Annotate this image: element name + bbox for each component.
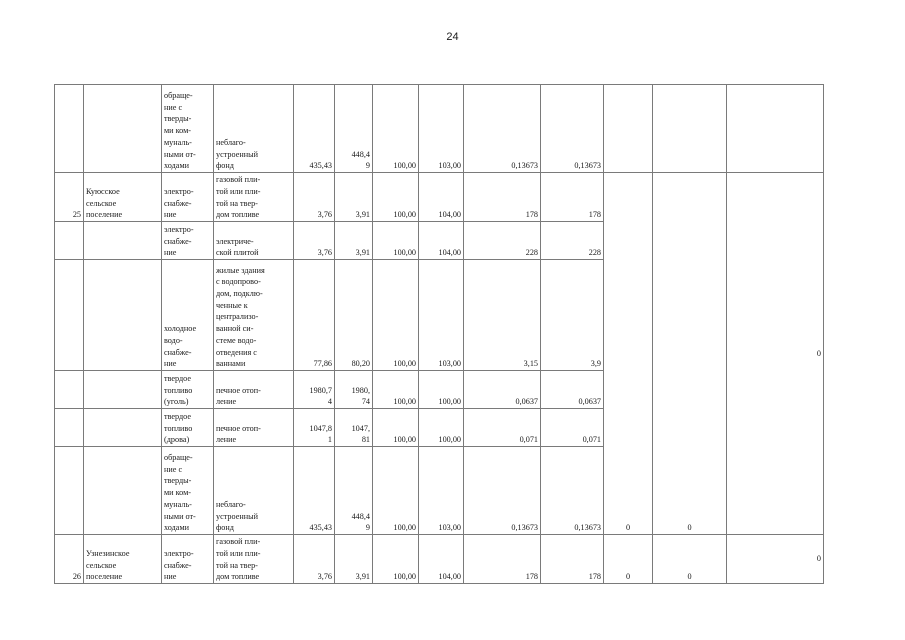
- cell-category: печное отоп- ление: [214, 409, 294, 447]
- cell-category: жилые здания с водопрово- дом, подклю- ченные к централизо- ванной си- стеме водо- отведения с ваннами: [214, 260, 294, 371]
- cell-value: 1047,8 1: [294, 409, 335, 447]
- cell-value: 1980,7 4: [294, 371, 335, 409]
- cell-service: электро- снабже- ние: [162, 535, 214, 584]
- cell-value: 0,0637: [541, 371, 604, 409]
- cell-category: газовой пли- той или пли- той на твер- дом топливе: [214, 535, 294, 584]
- cell-value: 0,13673: [541, 447, 604, 535]
- cell-value: 100,00: [419, 409, 464, 447]
- cell-value: 100,00: [373, 85, 419, 173]
- cell-value: 228: [464, 222, 541, 260]
- cell-service: обраще- ние с тверды- ми ком- муналь- ными от- ходами: [162, 447, 214, 535]
- cell-value: 178: [464, 535, 541, 584]
- cell-row-number: [55, 260, 84, 371]
- cell-group-value: 0: [727, 173, 824, 535]
- cell-settlement: Узнезинское сельское поселение: [84, 535, 162, 584]
- cell-category: неблаго- устроенный фонд: [214, 85, 294, 173]
- cell-value: 3,76: [294, 222, 335, 260]
- cell-settlement: [84, 85, 162, 173]
- cell-value: 3,9: [541, 260, 604, 371]
- cell-value: 178: [541, 535, 604, 584]
- cell-value: 100,00: [373, 222, 419, 260]
- cell-row-number: [55, 371, 84, 409]
- cell-value: 77,86: [294, 260, 335, 371]
- cell-value: 3,91: [335, 535, 373, 584]
- cell-service: электро- снабже- ние: [162, 173, 214, 222]
- cell-service: твердое топливо (уголь): [162, 371, 214, 409]
- table-row: [55, 85, 824, 173]
- cell-settlement: [84, 447, 162, 535]
- cell-group-value: 0: [604, 173, 653, 535]
- cell-service: обраще- ние с тверды- ми ком- муналь- ными от- ходами: [162, 85, 214, 173]
- cell-value: 100,00: [373, 535, 419, 584]
- cell-value: 1980, 74: [335, 371, 373, 409]
- cell-value: 103,00: [419, 85, 464, 173]
- cell-value: 3,76: [294, 173, 335, 222]
- cell-value: 100,00: [419, 371, 464, 409]
- cell-value: 103,00: [419, 447, 464, 535]
- cell-value: 104,00: [419, 173, 464, 222]
- cell-category: электриче- ской плитой: [214, 222, 294, 260]
- cell-group-value: 0: [653, 535, 727, 584]
- cell-value: 0,13673: [541, 85, 604, 173]
- cell-value: 228: [541, 222, 604, 260]
- page-number: 24: [446, 31, 459, 43]
- cell-value: 104,00: [419, 535, 464, 584]
- cell-category: печное отоп- ление: [214, 371, 294, 409]
- cell-value: 0,071: [464, 409, 541, 447]
- table-row: [55, 173, 824, 222]
- cell-settlement: [84, 371, 162, 409]
- cell-group-value: 0: [604, 535, 653, 584]
- cell-empty: [604, 85, 653, 173]
- cell-settlement: [84, 222, 162, 260]
- cell-value: 435,43: [294, 447, 335, 535]
- cell-service: холодное водо- снабже- ние: [162, 260, 214, 371]
- cell-service: электро- снабже- ние: [162, 222, 214, 260]
- cell-value: 448,4 9: [335, 85, 373, 173]
- cell-value: 0,13673: [464, 447, 541, 535]
- cell-value: 104,00: [419, 222, 464, 260]
- tariff-table: [54, 84, 824, 584]
- cell-value: 448,4 9: [335, 447, 373, 535]
- cell-value: 3,76: [294, 535, 335, 584]
- cell-group-value: 0: [727, 535, 824, 584]
- cell-value: 100,00: [373, 447, 419, 535]
- cell-empty: [653, 85, 727, 173]
- cell-value: 100,00: [373, 260, 419, 371]
- table-row: [55, 535, 824, 584]
- cell-value: 178: [541, 173, 604, 222]
- cell-value: 100,00: [373, 409, 419, 447]
- cell-row-number: 26: [55, 535, 84, 584]
- cell-service: твердое топливо (дрова): [162, 409, 214, 447]
- cell-row-number: 25: [55, 173, 84, 222]
- cell-group-value: 0: [653, 173, 727, 535]
- cell-settlement: Куюсское сельское поселение: [84, 173, 162, 222]
- cell-value: 100,00: [373, 371, 419, 409]
- cell-value: 3,91: [335, 173, 373, 222]
- cell-empty: [727, 85, 824, 173]
- cell-settlement: [84, 409, 162, 447]
- cell-category: газовой пли- той или пли- той на твер- дом топливе: [214, 173, 294, 222]
- cell-value: 3,91: [335, 222, 373, 260]
- cell-value: 3,15: [464, 260, 541, 371]
- cell-value: 435,43: [294, 85, 335, 173]
- cell-row-number: [55, 447, 84, 535]
- cell-value: 100,00: [373, 173, 419, 222]
- cell-value: 0,0637: [464, 371, 541, 409]
- cell-row-number: [55, 409, 84, 447]
- cell-value: 0,071: [541, 409, 604, 447]
- cell-value: 178: [464, 173, 541, 222]
- cell-value: 1047, 81: [335, 409, 373, 447]
- cell-value: 0,13673: [464, 85, 541, 173]
- cell-row-number: [55, 85, 84, 173]
- cell-category: неблаго- устроенный фонд: [214, 447, 294, 535]
- cell-settlement: [84, 260, 162, 371]
- cell-value: 103,00: [419, 260, 464, 371]
- cell-value: 80,20: [335, 260, 373, 371]
- cell-row-number: [55, 222, 84, 260]
